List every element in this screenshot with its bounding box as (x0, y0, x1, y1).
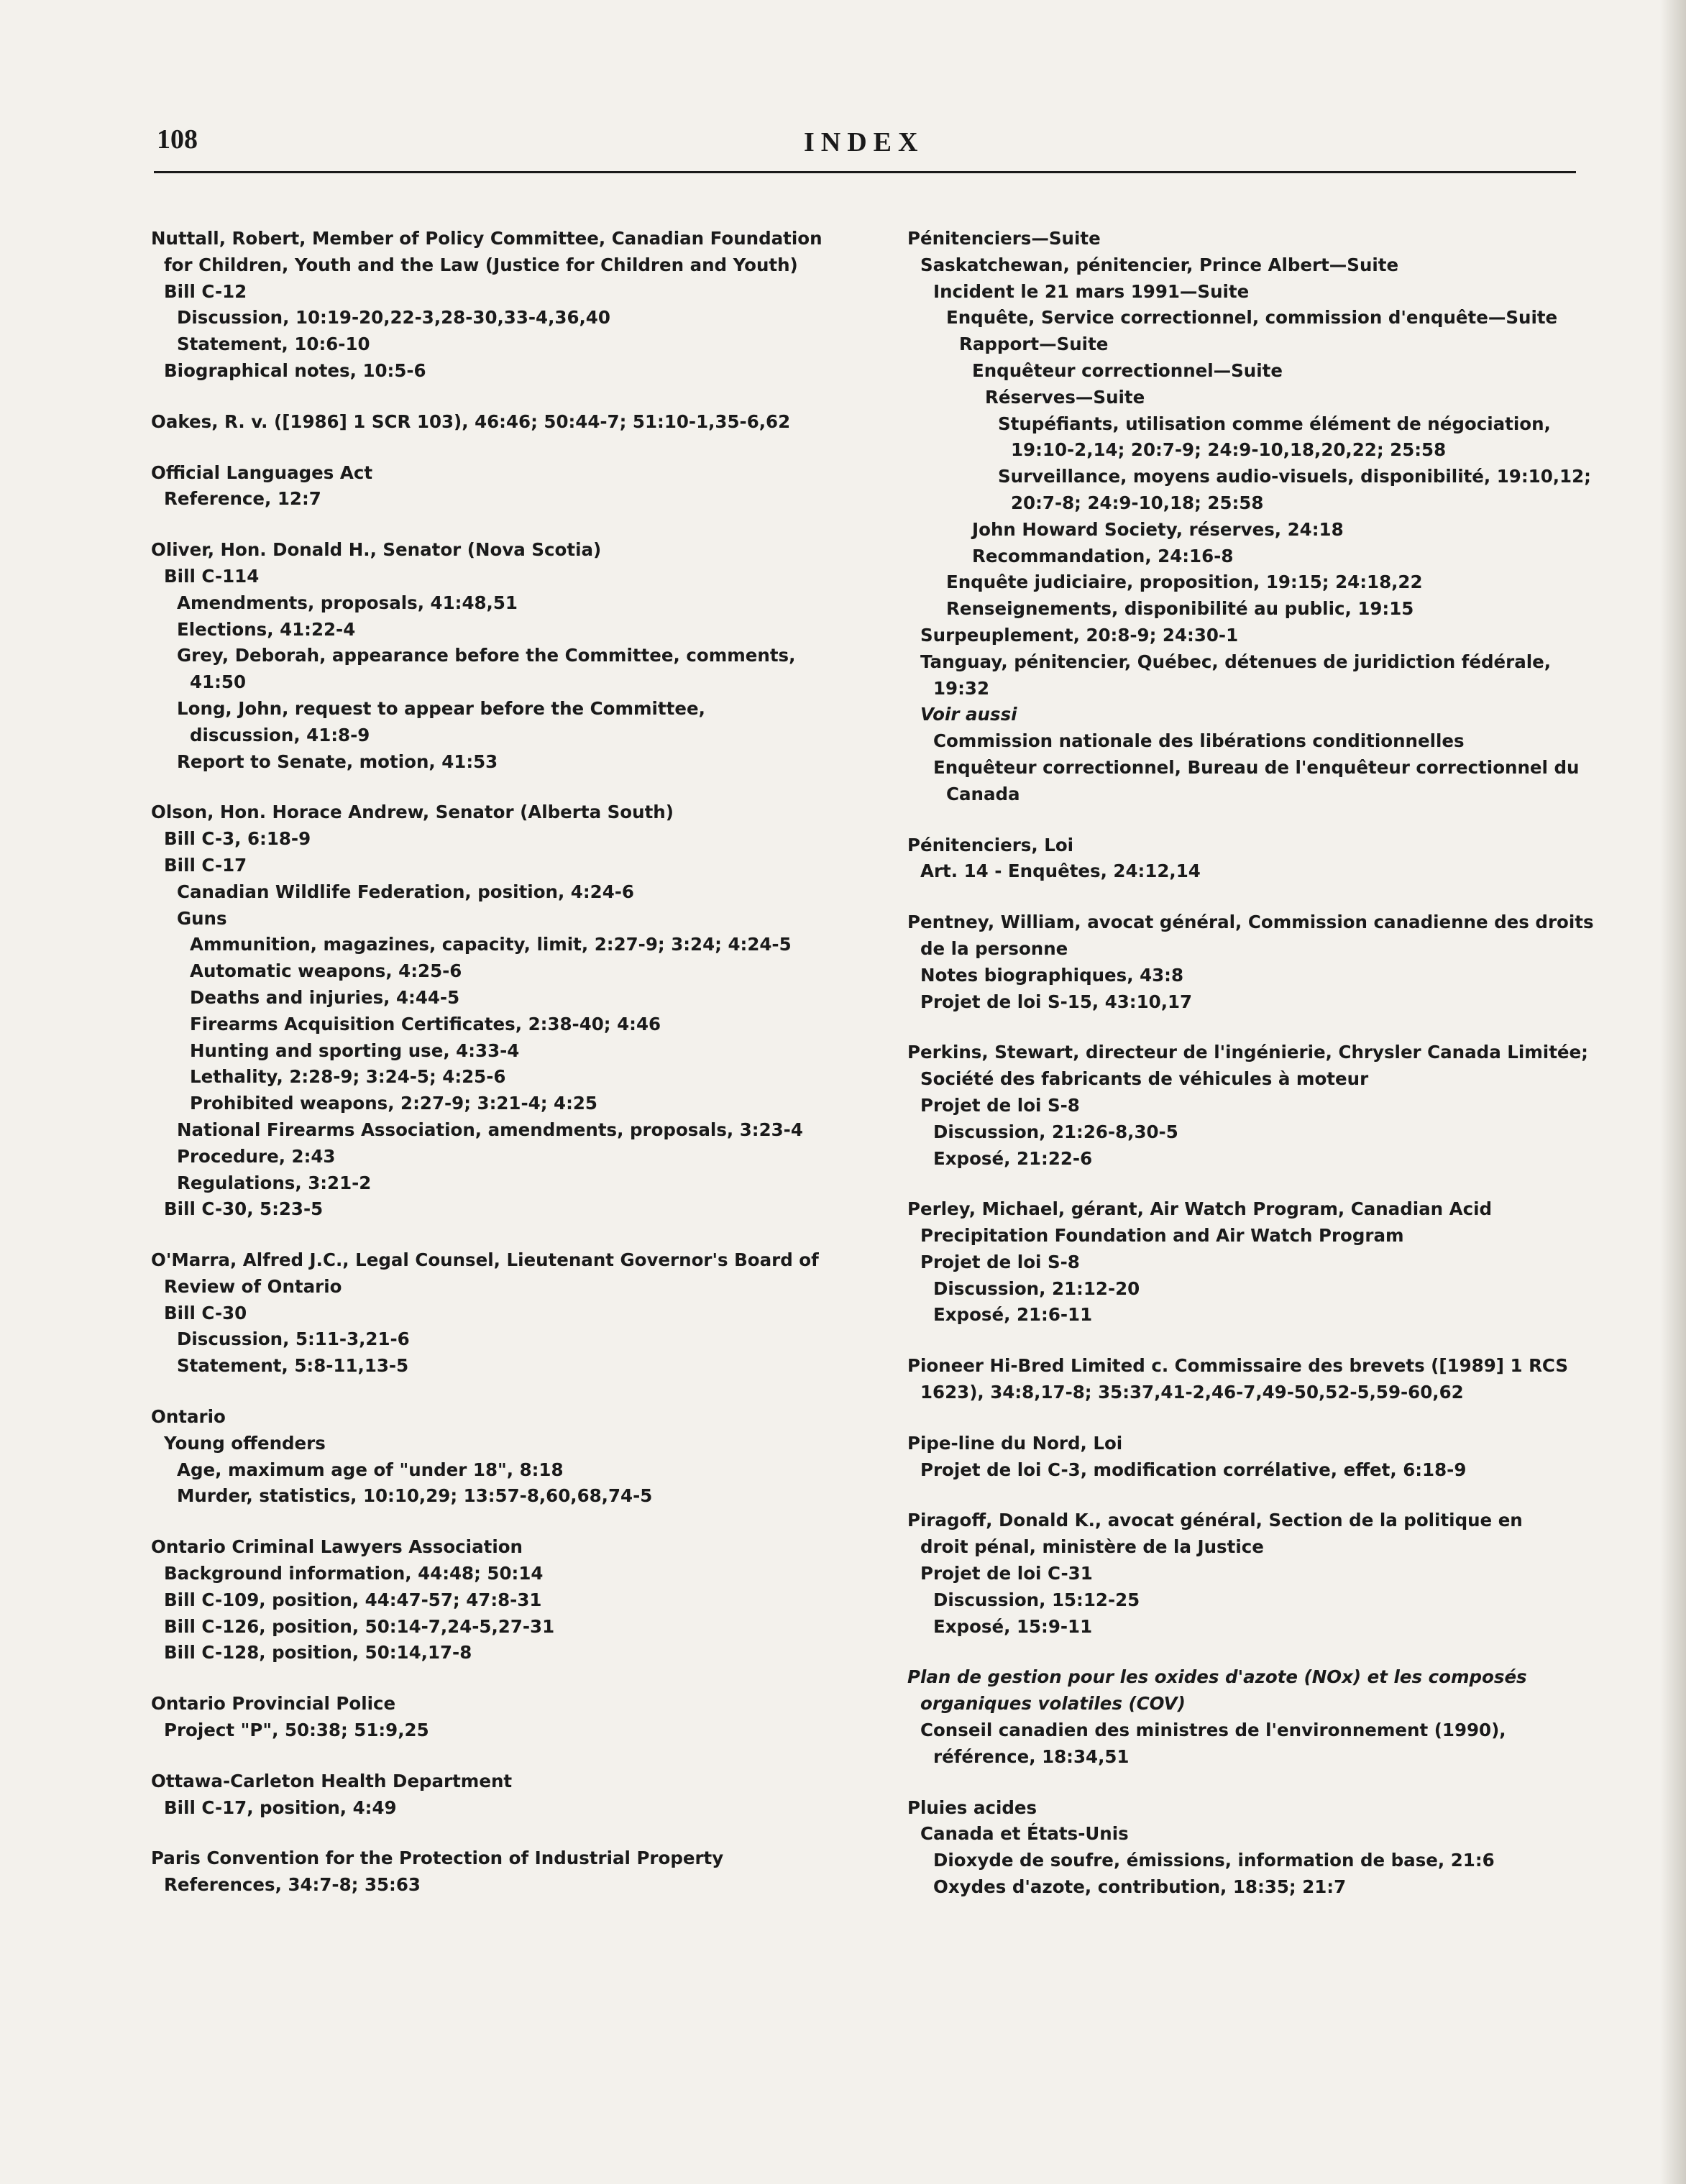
index-subentry: Projet de loi S-15, 43:10,17 (920, 991, 1193, 1012)
index-subentry: Murder, statistics, 10:10,29; 13:57-8,60,68,74-5 (177, 1485, 653, 1507)
index-subentry: Bill C-12 (164, 280, 247, 302)
index-heading: Pénitenciers, Loi (907, 834, 1074, 855)
index-subentry: Surpeuplement, 20:8-9; 24:30-1 (920, 624, 1239, 646)
index-subentry: Canada (946, 783, 1020, 804)
index-subentry: Regulations, 3:21-2 (177, 1172, 372, 1193)
index-heading: Perley, Michael, gérant, Air Watch Program, Canadian Acid (907, 1198, 1493, 1220)
index-subentry: Bill C-109, position, 44:47-57; 47:8-31 (164, 1589, 542, 1610)
index-subentry: Precipitation Foundation and Air Watch Program (920, 1225, 1404, 1247)
index-subentry: 19:32 (933, 677, 989, 699)
index-entry (907, 1353, 1626, 1406)
index-subentry: droit pénal, ministère de la Justice (920, 1536, 1264, 1558)
index-subentry: Dioxyde de soufre, émissions, information de base, 21:6 (933, 1850, 1495, 1871)
index-entry (151, 799, 870, 1223)
index-subentry: Biographical notes, 10:5-6 (164, 359, 426, 381)
index-subentry: Notes biographiques, 43:8 (920, 964, 1184, 986)
index-subentry: discussion, 41:8-9 (190, 724, 370, 745)
index-subentry: organiques volatiles (COV) (920, 1693, 1186, 1715)
index-heading: Pioneer Hi-Bred Limited c. Commissaire des brevets ([1989] 1 RCS (907, 1355, 1569, 1377)
index-heading: Olson, Hon. Horace Andrew, Senator (Alberta South) (151, 802, 674, 823)
index-subentry: Discussion, 5:11-3,21-6 (177, 1329, 410, 1350)
index-subentry: Saskatchewan, pénitencier, Prince Albert—Suite (920, 254, 1399, 275)
index-subentry: Enquêteur correctionnel, Bureau de l'enquêteur correctionnel du (933, 756, 1580, 778)
index-subentry: References, 34:7-8; 35:63 (164, 1874, 421, 1896)
index-heading: Official Languages Act (151, 462, 373, 483)
index-entry (907, 1795, 1626, 1901)
index-subentry: Projet de loi C-31 (920, 1563, 1093, 1584)
index-entry (907, 1431, 1626, 1484)
index-entry (907, 1040, 1626, 1172)
index-entry (151, 1247, 870, 1380)
index-subentry: Société des fabricants de véhicules à moteur (920, 1068, 1369, 1090)
index-entry (151, 1691, 870, 1744)
index-heading: Nuttall, Robert, Member of Policy Committee, Canadian Foundation (151, 228, 823, 249)
index-subentry: Rapport—Suite (959, 334, 1109, 355)
index-subentry: Deaths and injuries, 4:44-5 (190, 986, 460, 1008)
index-heading: Perkins, Stewart, directeur de l'ingénierie, Chrysler Canada Limitée; (907, 1042, 1588, 1063)
index-column-left (151, 226, 870, 1923)
index-subentry: Renseignements, disponibilité au public, 19:15 (946, 598, 1414, 620)
index-subentry: Enquête judiciaire, proposition, 19:15; 24:18,22 (946, 572, 1423, 593)
index-subentry: Young offenders (164, 1432, 326, 1454)
index-subentry: Voir aussi (920, 704, 1017, 725)
index-entry (151, 1534, 870, 1666)
index-subentry: 1623), 34:8,17-8; 35:37,41-2,46-7,49-50,52-5,59-60,62 (920, 1382, 1464, 1403)
index-subentry: Guns (177, 907, 227, 929)
index-heading: Ottawa-Carleton Health Department (151, 1770, 513, 1791)
index-subentry: Oxydes d'azote, contribution, 18:35; 21:7 (933, 1876, 1347, 1898)
index-heading: O'Marra, Alfred J.C., Legal Counsel, Lieutenant Governor's Board of (151, 1249, 819, 1271)
index-entry (151, 1768, 870, 1822)
index-subentry: Discussion, 21:26-8,30-5 (933, 1121, 1178, 1142)
index-subentry: Tanguay, pénitencier, Québec, détenues de juridiction fédérale, (920, 651, 1552, 672)
index-subentry: Report to Senate, motion, 41:53 (177, 751, 498, 772)
index-subentry: Bill C-114 (164, 565, 260, 587)
index-subentry: Canada et États-Unis (920, 1823, 1129, 1845)
index-entry (151, 409, 870, 436)
index-subentry: Reference, 12:7 (164, 488, 321, 510)
index-entry (907, 1508, 1626, 1640)
index-subentry: Discussion, 15:12-25 (933, 1589, 1140, 1610)
index-subentry: Statement, 5:8-11,13-5 (177, 1355, 409, 1377)
index-subentry: National Firearms Association, amendments, proposals, 3:23-4 (177, 1119, 803, 1140)
index-subentry: Recommandation, 24:16-8 (972, 545, 1234, 566)
index-subentry: Réserves—Suite (985, 386, 1145, 408)
index-subentry: Projet de loi S-8 (920, 1094, 1080, 1116)
index-subentry: 41:50 (190, 671, 246, 693)
index-subentry: 19:10-2,14; 20:7-9; 24:9-10,18,20,22; 25:58 (1011, 439, 1447, 461)
index-subentry: Hunting and sporting use, 4:33-4 (190, 1040, 520, 1061)
index-column-right (907, 226, 1626, 1925)
index-heading: Ontario Criminal Lawyers Association (151, 1536, 523, 1558)
index-heading: Plan de gestion pour les oxides d'azote (NOx) et les composés (907, 1666, 1527, 1688)
index-subentry: Art. 14 - Enquêtes, 24:12,14 (920, 861, 1201, 882)
index-subentry: Grey, Deborah, appearance before the Committee, comments, (177, 645, 796, 666)
index-heading: Pentney, William, avocat général, Commission canadienne des droits (907, 912, 1594, 933)
index-subentry: Project "P", 50:38; 51:9,25 (164, 1720, 429, 1741)
index-heading: Pipe-line du Nord, Loi (907, 1432, 1123, 1454)
index-subentry: Elections, 41:22-4 (177, 618, 356, 640)
index-entry (151, 1404, 870, 1510)
page-number: 108 (157, 124, 198, 155)
index-entry (907, 909, 1626, 1015)
index-entry (907, 1664, 1626, 1770)
index-subentry: Stupéfiants, utilisation comme élément de négociation, (998, 413, 1551, 434)
index-subentry: Discussion, 10:19-20,22-3,28-30,33-4,36,40 (177, 307, 610, 329)
index-subentry: Exposé, 21:6-11 (933, 1304, 1093, 1326)
index-subentry: Long, John, request to appear before the Committee, (177, 697, 705, 719)
index-subentry: Surveillance, moyens audio-visuels, disponibilité, 19:10,12; (998, 466, 1591, 487)
index-subentry: Review of Ontario (164, 1275, 342, 1297)
index-heading: Paris Convention for the Protection of Industrial Property (151, 1848, 724, 1869)
index-heading: Ontario (151, 1406, 226, 1428)
index-entry (907, 226, 1626, 808)
index-subentry: Procedure, 2:43 (177, 1145, 336, 1167)
header-rule (154, 171, 1576, 173)
index-subentry: Exposé, 21:22-6 (933, 1147, 1093, 1169)
index-heading: Pénitenciers—Suite (907, 228, 1101, 249)
index-subentry: John Howard Society, réserves, 24:18 (972, 518, 1344, 540)
index-subentry: Projet de loi S-8 (920, 1251, 1080, 1272)
page-title: INDEX (804, 127, 925, 157)
index-subentry: Prohibited weapons, 2:27-9; 3:21-4; 4:25 (190, 1093, 597, 1114)
index-subentry: Bill C-17 (164, 854, 247, 876)
index-entry (151, 460, 870, 513)
index-subentry: Canadian Wildlife Federation, position, 4:24-6 (177, 881, 634, 902)
index-subentry: Statement, 10:6-10 (177, 334, 370, 355)
index-subentry: Incident le 21 mars 1991—Suite (933, 280, 1250, 302)
index-entry (151, 226, 870, 385)
index-subentry: Amendments, proposals, 41:48,51 (177, 592, 518, 613)
index-entry (907, 1196, 1626, 1329)
index-subentry: Bill C-3, 6:18-9 (164, 828, 311, 850)
index-subentry: 20:7-8; 24:9-10,18; 25:58 (1011, 492, 1264, 513)
index-subentry: Age, maximum age of "under 18", 8:18 (177, 1459, 564, 1480)
index-subentry: Lethality, 2:28-9; 3:24-5; 4:25-6 (190, 1066, 506, 1088)
index-subentry: Ammunition, magazines, capacity, limit, 2:27-9; 3:24; 4:24-5 (190, 934, 792, 955)
index-subentry: référence, 18:34,51 (933, 1745, 1130, 1767)
index-subentry: de la personne (920, 937, 1068, 959)
index-subentry: Projet de loi C-3, modification corrélative, effet, 6:18-9 (920, 1459, 1467, 1480)
index-entry (151, 537, 870, 775)
index-subentry: Bill C-17, position, 4:49 (164, 1797, 397, 1818)
index-heading: Oliver, Hon. Donald H., Senator (Nova Scotia) (151, 539, 602, 561)
index-subentry: Background information, 44:48; 50:14 (164, 1563, 544, 1584)
index-heading: Piragoff, Donald K., avocat général, Section de la politique en (907, 1510, 1523, 1531)
index-heading: Ontario Provincial Police (151, 1693, 396, 1715)
index-subentry: Bill C-128, position, 50:14,17-8 (164, 1642, 472, 1664)
index-subentry: Bill C-30 (164, 1302, 247, 1323)
index-subentry: Firearms Acquisition Certificates, 2:38-40; 4:46 (190, 1013, 661, 1034)
index-subentry: for Children, Youth and the Law (Justice for Children and Youth) (164, 254, 798, 275)
index-subentry: Discussion, 21:12-20 (933, 1277, 1140, 1299)
index-subentry: Enquêteur correctionnel—Suite (972, 359, 1283, 381)
index-entry (151, 1845, 870, 1899)
index-subentry: Bill C-126, position, 50:14-7,24-5,27-31 (164, 1615, 555, 1637)
index-subentry: Automatic weapons, 4:25-6 (190, 960, 462, 982)
index-heading: Oakes, R. v. ([1986] 1 SCR 103), 46:46; 50:44-7; 51:10-1,35-6,62 (151, 410, 791, 432)
index-entry (907, 832, 1626, 886)
page-edge-shadow (1660, 0, 1686, 2184)
index-subentry: Exposé, 15:9-11 (933, 1615, 1093, 1637)
index-subentry: Enquête, Service correctionnel, commission d'enquête—Suite (946, 307, 1558, 329)
index-subentry: Conseil canadien des ministres de l'environnement (1990), (920, 1720, 1506, 1741)
index-subentry: Bill C-30, 5:23-5 (164, 1198, 324, 1220)
index-subentry: Commission nationale des libérations conditionnelles (933, 730, 1465, 752)
index-heading: Pluies acides (907, 1797, 1037, 1818)
